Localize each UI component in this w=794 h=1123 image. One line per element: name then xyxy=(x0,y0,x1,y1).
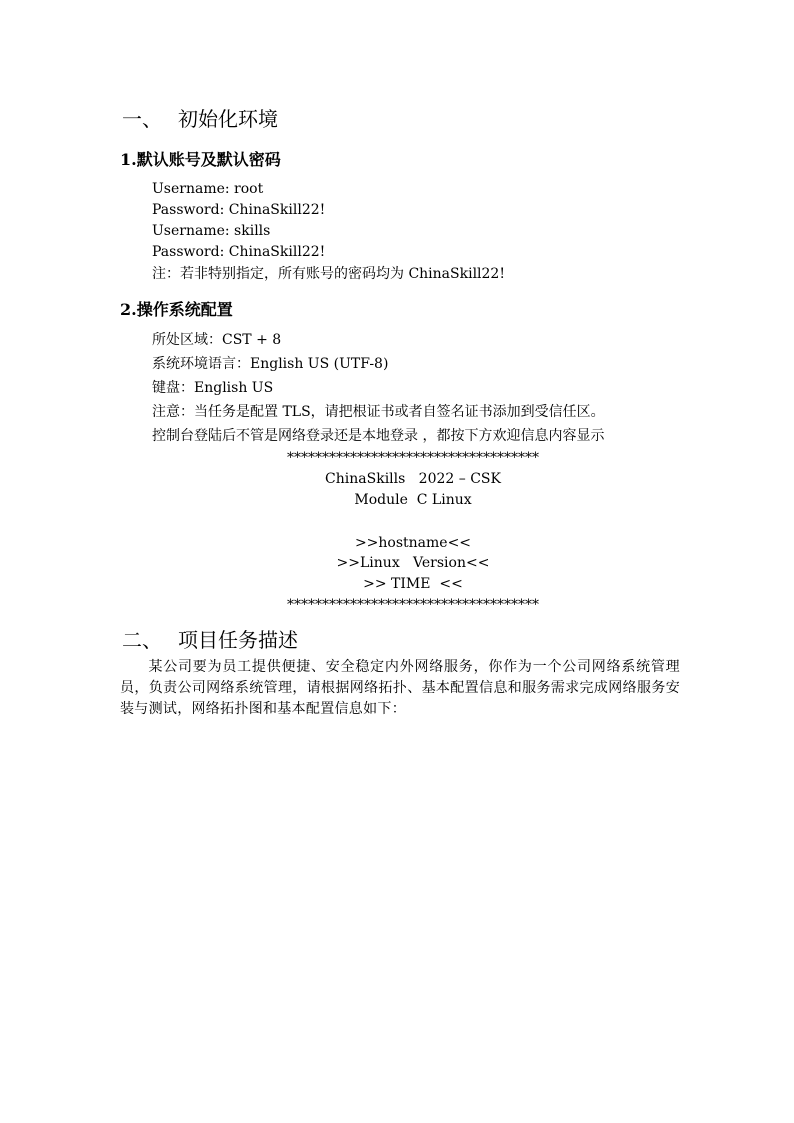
section-2-title: 项目任务描述 xyxy=(178,628,298,652)
subsection-2-heading: 2.操作系统配置 xyxy=(120,300,233,319)
banner-module-line: Module C Linux xyxy=(354,492,472,508)
username-skills-line: Username: skills xyxy=(152,223,271,239)
password-note-line: 注：若非特别指定，所有账号的密码均为 ChinaSkill22! xyxy=(152,266,505,282)
section-2-number: 二、 xyxy=(122,628,162,652)
console-note-line: 控制台登陆后不管是网络登录还是本地登录 ，都按下方欢迎信息内容显示 xyxy=(152,428,605,444)
task-description-paragraph xyxy=(120,657,680,720)
banner-stars-bottom: ************************************ xyxy=(287,597,539,613)
section-2-heading xyxy=(122,628,298,652)
section-1-heading xyxy=(122,107,278,131)
system-language-line: 系统环境语言：English US (UTF-8) xyxy=(152,356,389,372)
subsection-1-heading: 1.默认账号及默认密码 xyxy=(120,150,281,169)
password-line-2: Password: ChinaSkill22! xyxy=(152,244,326,260)
section-1-number: 一、 xyxy=(122,107,162,131)
banner-hostname-line: >>hostname<< xyxy=(354,535,472,551)
keyboard-line: 键盘：English US xyxy=(152,380,274,396)
username-root-line: Username: root xyxy=(152,181,264,197)
banner-chinaskills-line: ChinaSkills 2022 – CSK xyxy=(325,471,501,487)
section-1-title: 初始化环境 xyxy=(178,107,278,131)
tls-note-line: 注意：当任务是配置 TLS，请把根证书或者自签名证书添加到受信任区。 xyxy=(152,404,605,420)
password-line-1: Password: ChinaSkill22! xyxy=(152,202,326,218)
banner-stars-top: ************************************ xyxy=(287,450,539,466)
task-description-text: 某公司要为员工提供便捷、安全稳定内外网络服务，你作为一个公司网络系统管理员，负责公司网络系统管理，请根据网络拓扑、基本配置信息和服务需求完成网络服务安装与测试，网络拓扑图和基本配置信息如下： xyxy=(120,659,680,717)
banner-time-line: >> TIME << xyxy=(363,576,463,592)
banner-linux-version-line: >>Linux Version<< xyxy=(336,555,490,571)
timezone-line: 所处区域：CST + 8 xyxy=(152,332,282,348)
